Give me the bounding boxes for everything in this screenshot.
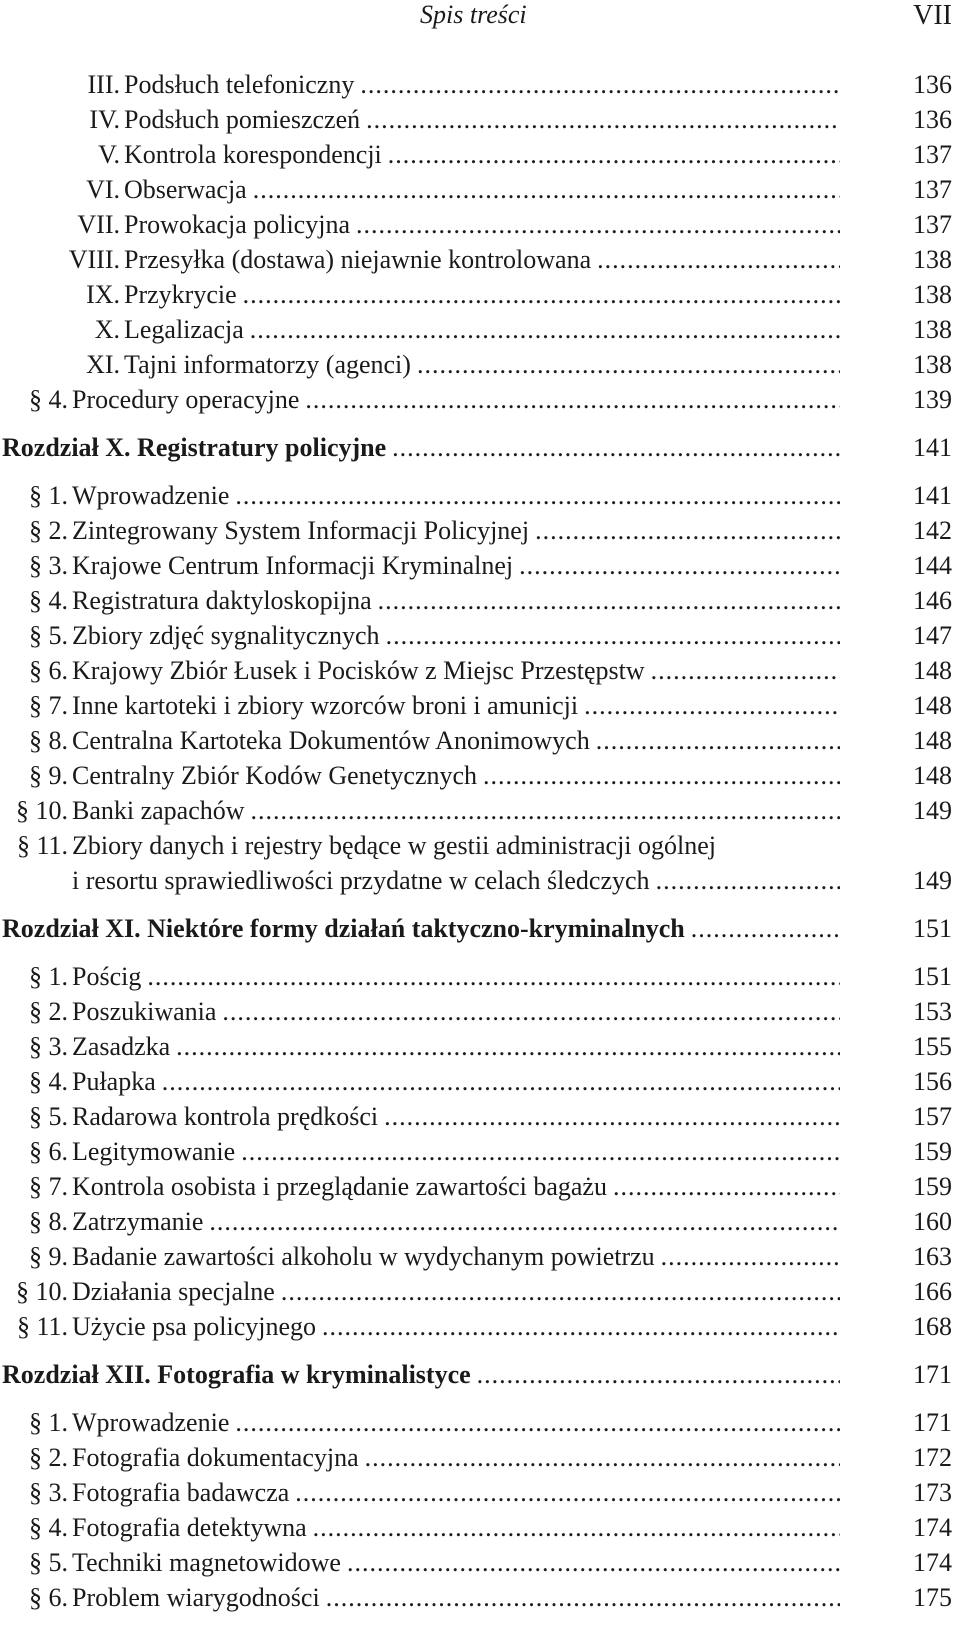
page-ref: 148: [913, 656, 952, 685]
toc-subsection-row[interactable]: [0, 207, 960, 242]
dot-leader: [483, 758, 840, 793]
toc-section-row[interactable]: [0, 1440, 960, 1475]
entry-title: Zintegrowany System Informacji Policyjnej: [72, 516, 530, 545]
toc-subsection-row[interactable]: [0, 137, 960, 172]
dot-leader: [417, 347, 840, 382]
entry-title: Przykrycie: [124, 280, 237, 309]
toc-subsection-row[interactable]: [0, 172, 960, 207]
page-ref: 138: [913, 245, 952, 274]
page-ref: 155: [913, 1032, 952, 1061]
dot-leader: [388, 137, 840, 172]
toc-section-row[interactable]: [0, 1064, 960, 1099]
section-number: § 7.: [29, 1172, 68, 1201]
toc-section-row[interactable]: [0, 1510, 960, 1545]
page-ref: 160: [913, 1207, 952, 1236]
page-ref: 136: [913, 105, 952, 134]
dot-leader: [360, 67, 840, 102]
toc-chapter-row[interactable]: [0, 1357, 960, 1392]
page-ref: 137: [913, 175, 952, 204]
dot-leader: [597, 242, 840, 277]
toc-section-row[interactable]: [0, 1580, 960, 1615]
toc-section-row[interactable]: [0, 1475, 960, 1510]
entry-title: Wprowadzenie: [72, 481, 230, 510]
entry-title: Fotografia detektywna: [72, 1513, 307, 1542]
entry-title: Przesyłka (dostawa) niejawnie kontrolowana: [124, 245, 592, 274]
toc-section-row[interactable]: [0, 994, 960, 1029]
page-ref: 168: [913, 1312, 952, 1341]
dot-leader: [250, 312, 840, 347]
entry-title: Tajni informatorzy (agenci): [124, 350, 411, 379]
section-number: § 11.: [16, 1312, 68, 1341]
page-ref: 157: [913, 1102, 952, 1131]
dot-leader: [253, 172, 840, 207]
entry-title: Registratura daktyloskopijna: [72, 586, 372, 615]
dot-leader: [235, 1405, 840, 1440]
section-number: § 8.: [29, 726, 68, 755]
chapter-title: Rozdział XI. Niektóre formy działań taktyczno-kryminalnych: [2, 914, 685, 943]
page-ref: 171: [913, 1360, 952, 1389]
entry-title: Poszukiwania: [72, 997, 217, 1026]
entry-title: Legalizacja: [124, 315, 244, 344]
toc-section-row[interactable]: [0, 513, 960, 548]
page-header: [0, 0, 960, 32]
section-number: § 6.: [29, 1583, 68, 1612]
entry-title: Zasadzka: [72, 1032, 171, 1061]
page-ref: 144: [913, 551, 952, 580]
page-ref: 142: [913, 516, 952, 545]
dot-leader: [365, 1440, 840, 1475]
dot-leader: [378, 583, 840, 618]
toc-subsection-row[interactable]: [0, 347, 960, 382]
toc-section-row[interactable]: [0, 1099, 960, 1134]
dot-leader: [584, 688, 840, 723]
section-number: § 3.: [29, 1478, 68, 1507]
toc-section-row[interactable]: [0, 478, 960, 513]
entry-title: Kontrola korespondencji: [124, 140, 382, 169]
toc-section-row[interactable]: [0, 959, 960, 994]
entry-title-line1: Zbiory danych i rejestry będące w gestii administracji ogólnej: [72, 831, 717, 860]
page-ref: 141: [913, 481, 952, 510]
page-ref: 138: [913, 350, 952, 379]
toc-subsection-row[interactable]: [0, 277, 960, 312]
section-number: § 4.: [29, 385, 68, 414]
entry-title: Działania specjalne: [72, 1277, 275, 1306]
toc-section-row[interactable]: [0, 793, 960, 828]
roman-numeral: III.: [87, 70, 120, 99]
entry-title: Zbiory zdjęć sygnalitycznych: [72, 621, 380, 650]
roman-numeral: X.: [94, 315, 120, 344]
entry-title: Użycie psa policyjnego: [72, 1312, 317, 1341]
roman-numeral: VI.: [86, 175, 120, 204]
entry-title: Krajowe Centrum Informacji Kryminalnej: [72, 551, 514, 580]
toc-subsection-row[interactable]: [0, 242, 960, 277]
section-number: § 1.: [29, 962, 68, 991]
toc-section-row[interactable]: [0, 548, 960, 583]
toc-section-row[interactable]: [0, 1169, 960, 1204]
toc-section-row[interactable]: [0, 828, 960, 863]
toc-section-row[interactable]: [0, 583, 960, 618]
dot-leader: [322, 1309, 840, 1344]
roman-numeral: IV.: [89, 105, 120, 134]
dot-leader: [356, 207, 840, 242]
dot-leader: [209, 1204, 840, 1239]
page-ref: 148: [913, 726, 952, 755]
toc-section-row-continuation[interactable]: [0, 863, 960, 898]
section-number: § 9.: [29, 761, 68, 790]
roman-numeral: IX.: [86, 280, 120, 309]
roman-numeral: XI.: [86, 350, 120, 379]
page-ref: 148: [913, 691, 952, 720]
toc-section-row[interactable]: [0, 1274, 960, 1309]
page-ref: 138: [913, 315, 952, 344]
section-number: § 5.: [29, 1548, 68, 1577]
section-number: § 7.: [29, 691, 68, 720]
entry-title-line2: i resortu sprawiedliwości przydatne w celach śledczych: [72, 866, 650, 895]
section-number: § 6.: [29, 1137, 68, 1166]
toc-section-row[interactable]: [0, 1204, 960, 1239]
entry-title: Prowokacja policyjna: [124, 210, 350, 239]
section-number: § 10.: [16, 796, 68, 825]
dot-leader: [392, 430, 840, 465]
dot-leader: [251, 793, 840, 828]
entry-title: Procedury operacyjne: [72, 385, 300, 414]
entry-title: Centralna Kartoteka Dokumentów Anonimowych: [72, 726, 590, 755]
section-number: § 5.: [29, 621, 68, 650]
entry-title: Legitymowanie: [72, 1137, 236, 1166]
dot-leader: [313, 1510, 840, 1545]
page-ref: 171: [913, 1408, 952, 1437]
section-number: § 10.: [16, 1277, 68, 1306]
entry-title: Wprowadzenie: [72, 1408, 230, 1437]
dot-leader: [162, 1064, 840, 1099]
toc-section-row[interactable]: [0, 382, 960, 417]
entry-title: Podsłuch telefoniczny: [124, 70, 355, 99]
page-ref: 172: [913, 1443, 952, 1472]
dot-leader: [243, 277, 840, 312]
dot-leader: [386, 618, 840, 653]
page-ref: 147: [913, 621, 952, 650]
toc-section-row[interactable]: [0, 1134, 960, 1169]
section-number: § 1.: [29, 481, 68, 510]
dot-leader: [477, 1357, 840, 1392]
section-number: § 8.: [29, 1207, 68, 1236]
entry-title: Obserwacja: [124, 175, 247, 204]
page-ref: 159: [913, 1137, 952, 1166]
dot-leader: [656, 863, 840, 898]
entry-title: Fotografia badawcza: [72, 1478, 290, 1507]
section-number: § 4.: [29, 1067, 68, 1096]
running-title: Spis treści: [420, 0, 527, 29]
page-ref: 136: [913, 70, 952, 99]
toc-section-row[interactable]: [0, 1405, 960, 1440]
section-number: § 2.: [29, 516, 68, 545]
dot-leader: [651, 653, 840, 688]
toc-section-row[interactable]: [0, 653, 960, 688]
page-ref: 153: [913, 997, 952, 1026]
entry-title: Kontrola osobista i przeglądanie zawartości bagażu: [72, 1172, 607, 1201]
page-ref: 149: [913, 796, 952, 825]
page-ref: 166: [913, 1277, 952, 1306]
dot-leader: [326, 1580, 840, 1615]
toc-chapter-row[interactable]: [0, 430, 960, 465]
toc-subsection-row[interactable]: [0, 102, 960, 137]
dot-leader: [535, 513, 840, 548]
chapter-title: Rozdział X. Registratury policyjne: [2, 433, 387, 462]
entry-title: Problem wiarygodności: [72, 1583, 320, 1612]
toc-subsection-row[interactable]: [0, 67, 960, 102]
roman-numeral: V.: [98, 140, 120, 169]
page-ref: 159: [913, 1172, 952, 1201]
toc-section-row[interactable]: [0, 1309, 960, 1344]
entry-title: Inne kartoteki i zbiory wzorców broni i amunicji: [72, 691, 579, 720]
page-ref: 151: [913, 962, 952, 991]
section-number: § 2.: [29, 1443, 68, 1472]
toc-chapter-row[interactable]: [0, 911, 960, 946]
dot-leader: [366, 102, 840, 137]
section-number: § 9.: [29, 1242, 68, 1271]
toc-section-row[interactable]: [0, 758, 960, 793]
page-ref: 174: [913, 1548, 952, 1577]
dot-leader: [347, 1545, 840, 1580]
roman-numeral: VII.: [77, 210, 120, 239]
page-ref: 141: [913, 433, 952, 462]
dot-leader: [147, 959, 840, 994]
entry-title: Radarowa kontrola prędkości: [72, 1102, 379, 1131]
dot-leader: [176, 1029, 840, 1064]
toc-subsection-row[interactable]: [0, 312, 960, 347]
page-ref: 156: [913, 1067, 952, 1096]
dot-leader: [305, 382, 840, 417]
dot-leader: [235, 478, 840, 513]
page-ref: 137: [913, 140, 952, 169]
entry-title: Podsłuch pomieszczeń: [124, 105, 361, 134]
dot-leader: [691, 911, 840, 946]
entry-title: Pułapka: [72, 1067, 156, 1096]
entry-title: Badanie zawartości alkoholu w wydychanym powietrzu: [72, 1242, 655, 1271]
toc-section-row[interactable]: [0, 618, 960, 653]
page-ref: 174: [913, 1513, 952, 1542]
toc-section-row[interactable]: [0, 1545, 960, 1580]
toc-section-row[interactable]: [0, 688, 960, 723]
roman-numeral: VIII.: [68, 245, 120, 274]
entry-title: Centralny Zbiór Kodów Genetycznych: [72, 761, 478, 790]
section-number: § 3.: [29, 1032, 68, 1061]
entry-title: Banki zapachów: [72, 796, 245, 825]
page-ref: 175: [913, 1583, 952, 1612]
dot-leader: [596, 723, 840, 758]
toc-section-row[interactable]: [0, 723, 960, 758]
table-of-contents: [0, 67, 960, 1615]
dot-leader: [222, 994, 840, 1029]
section-number: § 4.: [29, 1513, 68, 1542]
dot-leader: [295, 1475, 840, 1510]
page-ref: 173: [913, 1478, 952, 1507]
page-ref: 151: [913, 914, 952, 943]
dot-leader: [613, 1169, 840, 1204]
page-ref: 139: [913, 385, 952, 414]
page-ref: 149: [913, 866, 952, 895]
dot-leader: [519, 548, 840, 583]
section-number: § 11.: [16, 831, 68, 860]
entry-title: Krajowy Zbiór Łusek i Pocisków z Miejsc Przestępstw: [72, 656, 645, 685]
toc-section-row[interactable]: [0, 1239, 960, 1274]
toc-section-row[interactable]: [0, 1029, 960, 1064]
page-number: VII: [913, 0, 952, 31]
entry-title: Pościg: [72, 962, 142, 991]
dot-leader: [661, 1239, 840, 1274]
chapter-title: Rozdział XII. Fotografia w kryminalistyce: [2, 1360, 471, 1389]
entry-title: Zatrzymanie: [72, 1207, 204, 1236]
dot-leader: [241, 1134, 840, 1169]
section-number: § 4.: [29, 586, 68, 615]
page-ref: 137: [913, 210, 952, 239]
section-number: § 1.: [29, 1408, 68, 1437]
dot-leader: [281, 1274, 840, 1309]
page-ref: 138: [913, 280, 952, 309]
entry-title: Fotografia dokumentacyjna: [72, 1443, 359, 1472]
page-ref: 163: [913, 1242, 952, 1271]
section-number: § 5.: [29, 1102, 68, 1131]
page-ref: 146: [913, 586, 952, 615]
section-number: § 3.: [29, 551, 68, 580]
section-number: § 6.: [29, 656, 68, 685]
entry-title: Techniki magnetowidowe: [72, 1548, 341, 1577]
dot-leader: [384, 1099, 840, 1134]
page-ref: 148: [913, 761, 952, 790]
section-number: § 2.: [29, 997, 68, 1026]
